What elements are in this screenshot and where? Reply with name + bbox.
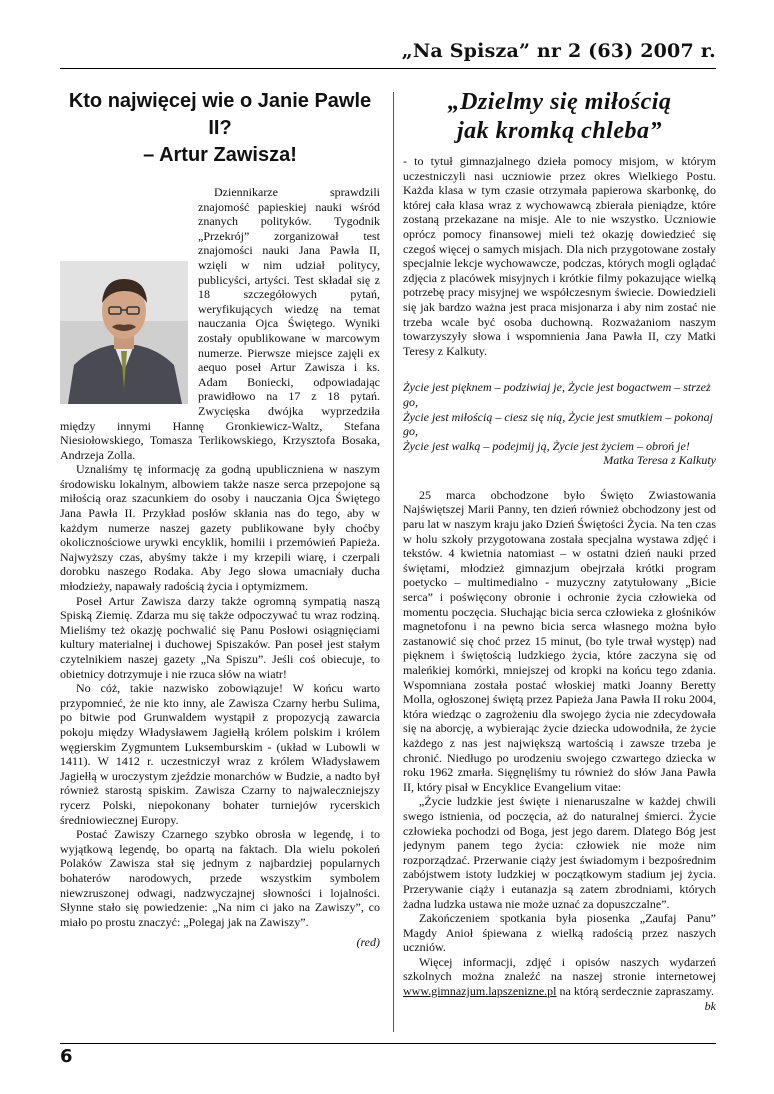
quote-line-3: Życie jest walką – podejmij ją, Życie jest życiem – obroń je! xyxy=(403,438,690,453)
left-paragraph-1: Dziennikarze sprawdzili znajomość papieskiej nauki wśród znanych polityków. Tygodnik „Przekrój” zorganizował test znajomości nauki Jana Pawła II, wzięli w nim udział politycy, publicyści, artyści. Test składał się z 18 szczegółowych pytań, weryfikujących wiedzę na temat nauczania Ojca Świętego. Wyniki zostały opublikowane w marcowym numerze. Pierwsze miejsce zajęli ex aequo poseł Artur Zawisza i ks. Adam Boniecki, odpowiadając prawidłowo na 17 z 18 pytań. Zwycięska dwójka wyprzedziła między innymi Hannę Gronkiewicz-Waltz, Stefana Niesiołowskiego, Tomasza Terlikowskiego, Krzysztofa Bosaka, Andrzeja Zolla. xyxy=(60,185,380,462)
left-article xyxy=(60,88,380,1038)
column-divider xyxy=(393,92,394,1032)
closing-text-after: na którą serdecznie zapraszamy. xyxy=(556,984,714,999)
header-rule xyxy=(60,68,716,69)
footer-rule xyxy=(60,1043,716,1044)
portrait-photo xyxy=(60,261,188,404)
left-paragraph-4: No cóż, takie nazwisko zobowiązuje! W końcu warto przypomnieć, że nie kto inny, ale Zawisza Czarny herbu Sulima, po bitwie pod Grunwaldem wystąpił z propozycją zawarcia pokoju między Władysławem Jagiełłą królem polskim i królem węgierskim Zygmuntem Luksemburskim - (układ w Lubowli w 1411). W 1412 r. uczestniczył wraz z królem Władysławem Jagiełłą w uroczystym zjeździe monarchów w Budzie, a nadto był również starostą spiskim. Zawisza Czarny to najwaleczniejszy rycerz Polski, niepokonany bohater turniejów rycerskich średniowiecznej Europy. xyxy=(60,681,380,827)
right-article xyxy=(403,88,716,1038)
page-header xyxy=(60,40,716,68)
left-title-line1: Kto najwięcej wie o Janie Pawle II? xyxy=(68,90,372,139)
left-paragraph-3: Poseł Artur Zawisza darzy także ogromną sympatią naszą Spiską Ziemię. Zdarza mu się także odpoczywać tu wraz rodziną. Mieliśmy też okazję pochwalić się Panu Posłowi osiągnięciami kultury materialnej i duchowej Spiszaków. Pan poseł jest stałym czytelnikiem naszej gazety „Na Spiszu”. Jeśli coś obiecuje, to obietnicy dotrzymuje i nie rzuca słów na wiatr! xyxy=(60,593,380,681)
left-signature: (red) xyxy=(356,935,380,950)
right-closing xyxy=(403,955,716,999)
closing-text-before: Więcej informacji, zdjęć i opisów naszych wydarzeń szkolnych można znaleźć na naszej stronie internetowej xyxy=(403,954,716,984)
school-website-link[interactable]: www.gimnazjum.lapszenizne.pl xyxy=(403,984,557,999)
left-paragraph-2: Uznaliśmy tę informację za godną upubliczniena w naszym środowisku lokalnym, albowiem także nasze serca przepojone są miłością oraz szacunkiem do osoby i nauczania Ojca Świętego Jana Pawła II. Przykład posłów skłania nas do tego, aby w każdym numerze naszej gazety publikowane były choćby okolicznościowe urywki encyklik, homilii i przemówień Papieża. Najwyższy czas, abyśmy także i my krzepili wiarę, i czerpali dorobku naszego Rodaka. Aby Jego słowa umacniały ducha młodzieży, napawały radością życia i optymizmem. xyxy=(60,462,380,594)
right-paragraph-1: 25 marca obchodzone było Święto Zwiastowania Najświętszej Marii Panny, ten dzień również obchodzony jest od paru lat w naszym kraju jako Dzień Świętości Życia. Na ten czas w holu szkoły przygotowana została specjalna wystawa zdjęć i tekstów. 4 kwietnia natomiast – w ostatni dzień nauki przed świętami, młodzież gimnazjum obejrzała krótki program poetycko – multimedialno - muzyczny zatytułowany „Bicie serca” i poświęcony obronie i ochronie życia człowieka od momentu poczęcia. Słuchając bicia serca człowieka z głośników magnetofonu i na pewno bicia serca własnego można było zastanowić się choć przez 15 minut, (bo tyle trwał występ) nad pięknem i świętością ludzkiego życia, które zaczyna się od maleńkiej komórki, mniejszej od kropki na końcu tego zdania. Wspomniana została postać włoskiej matki Joanny Beretty Molla, ogłoszonej świętą przez Papieża Jana Pawła II roku 2004, która wiedząc o zagrożeniu dla swojego życia nie zdecydowała się na aborcję, a wybierając życie dziecka udowodniła, że życie każdego z nas jest największą wartością i zawsze trzeba je chronić. Niedługo po urodzeniu swojego czwartego dziecka w roku 1962 zmarła. Sięgnęliśmy tu również do słów Jana Pawła II, który pisał w Encyklice Evangelium vitae: xyxy=(403,487,716,794)
right-signature: bk xyxy=(704,998,716,1013)
magazine-issue-title: „Na Spisza” nr 2 (63) 2007 r. xyxy=(401,40,716,62)
mother-teresa-quote xyxy=(403,380,716,468)
right-title-line2: jak kromką chleba” xyxy=(457,118,662,144)
quote-author: Matka Teresa z Kalkuty xyxy=(603,453,716,468)
right-title-line1: „Dzielmy się miłością xyxy=(447,89,672,115)
right-article-title xyxy=(403,88,716,146)
right-paragraph-2: „Życie ludzkie jest święte i nienaruszalne w każdej chwili swego istnienia, od poczęcia, aż do naturalnej śmierci. Życie człowieka pochodzi od Boga, jest jego darem. Dlatego Bóg jest jedynym panem tego życia: człowiek nie może nim rozporządzać. Przerwanie ciąży jest świadomym i bezpośrednim zabójstwem istoty ludzkiej w początkowym stadium jej życia. Przerywanie ciąży i eutanazja są zatem zbrodniami, których żadna ludzka ustawa nie może uznać za dopuszczalne”. xyxy=(403,794,716,911)
left-title-line2: – Artur Zawisza! xyxy=(143,144,297,166)
left-paragraph-5: Postać Zawiszy Czarnego szybko obrosła w legendę, i to wyjątkową legendę, bo opartą na faktach. Dla wielu pokoleń Polaków Zawisza stał się jednym z najbardziej popularnych bohaterów narodowych, przede wszystkim symbolem niewzruszonej odwagi, nadzwyczajnej słowności i lojalności. Słynne stało się powiedzenie: „Na nim ci jako na Zawiszy”, co miało po prostu znaczyć: „Polegaj jak na Zawiszy”. xyxy=(60,827,380,929)
right-paragraph-3: Zakończeniem spotkania była piosenka „Zaufaj Panu” Magdy Anioł śpiewana z wielką radością przez naszych uczniów. xyxy=(403,911,716,955)
quote-line-2: Życie jest miłością – ciesz się nią, Życie jest smutkiem – pokonaj go, xyxy=(403,409,713,439)
right-intro: - to tytuł gimnazjalnego dzieła pomocy misjom, w którym uczestniczyli nasi uczniowie przez okres Wielkiego Postu. Każda klasa w tym czasie otrzymała papierowa skarbonkę, do której cała klasa wraz z wychowawcą zbierała pieniądze, które zostaną przekazane na misje. Ale to nie wszystko. Uczniowie oprócz pomocy finansowej mieli też okazję dowiedzieć się czegoś więcej o samych misjach. Dla nich przygotowane zostały specjalnie lekcje wychowawcze, podczas, których mogli oglądać zdjęcia z placówek misyjnych i krótkie filmy pokazujące wielką potrzebę pracy misyjnej we współczesnym świecie. Dowiedzieli się jak bardzo ważna jest praca misjonarza i aby nim zostać nie trzeba wcale być osoba duchowną. Rozważaniom naszym towarzyszyły słowa i wspomnienia Jana Pawła II, czy Matki Teresy z Kalkuty. xyxy=(403,154,716,358)
quote-line-1: Życie jest pięknem – podziwiaj je, Życie jest bogactwem – strzeż go, xyxy=(403,380,711,409)
page-number: 6 xyxy=(60,1046,73,1067)
left-article-title xyxy=(60,88,380,169)
